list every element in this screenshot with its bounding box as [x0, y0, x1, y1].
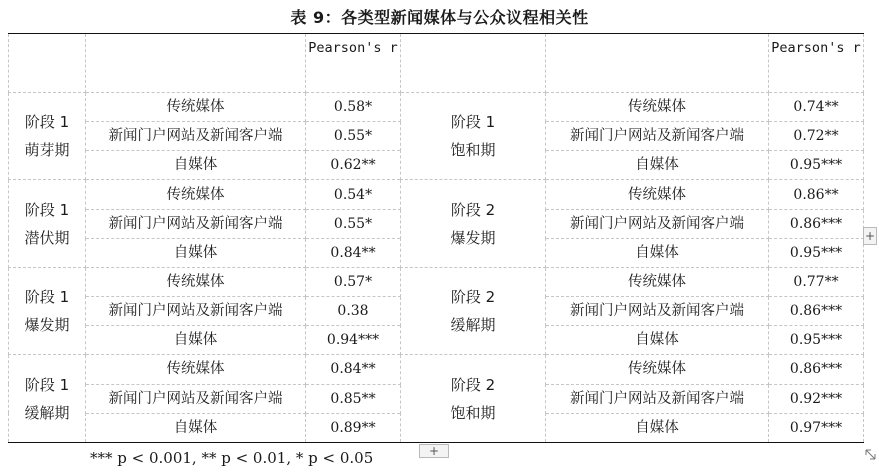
- pearson-value-left: 0.84**: [306, 238, 401, 267]
- table-row: [9, 93, 864, 122]
- stage-cell-left: [9, 355, 86, 443]
- stage-phase: 潜伏期: [24, 228, 70, 247]
- correlation-table: [8, 33, 864, 443]
- stage-phase: 爆发期: [24, 316, 70, 335]
- pearson-value-right: 0.72**: [769, 122, 864, 151]
- media-type-cell: 新闻门户网站及新闻客户端: [86, 122, 306, 151]
- header-empty-cell: [546, 34, 769, 93]
- media-type-cell: 传统媒体: [546, 180, 769, 209]
- media-type-cell: 新闻门户网站及新闻客户端: [546, 122, 769, 151]
- stage-number: 阶段 2: [450, 288, 496, 307]
- stage-phase: 饱和期: [450, 403, 496, 422]
- stage-cell-left: [9, 267, 86, 354]
- pearson-value-right: 0.95***: [769, 238, 864, 267]
- media-type-cell: 自媒体: [546, 326, 769, 355]
- media-type-cell: 新闻门户网站及新闻客户端: [86, 209, 306, 238]
- pearson-value-left: 0.85**: [306, 384, 401, 413]
- stage-number: 阶段 1: [24, 288, 70, 307]
- media-type-cell: 新闻门户网站及新闻客户端: [86, 384, 306, 413]
- media-type-cell: 自媒体: [546, 238, 769, 267]
- pearson-header-left: Pearson's r: [306, 34, 401, 93]
- resize-grip-icon: [864, 448, 877, 461]
- media-type-cell: 传统媒体: [86, 180, 306, 209]
- media-type-cell: 自媒体: [86, 413, 306, 442]
- pearson-value-left: 0.55*: [306, 209, 401, 238]
- pearson-value-right: 0.77**: [769, 267, 864, 296]
- stage-number: 阶段 2: [450, 200, 496, 219]
- pearson-value-left: 0.94***: [306, 326, 401, 355]
- pearson-value-left: 0.62**: [306, 151, 401, 180]
- media-type-cell: 传统媒体: [546, 93, 769, 122]
- stage-phase: 饱和期: [450, 141, 496, 160]
- media-type-cell: 新闻门户网站及新闻客户端: [546, 384, 769, 413]
- media-type-cell: 自媒体: [86, 151, 306, 180]
- header-empty-cell: [401, 34, 546, 93]
- stage-cell-right: [401, 355, 546, 443]
- pearson-value-left: 0.57*: [306, 267, 401, 296]
- media-type-cell: 自媒体: [86, 326, 306, 355]
- stage-cell-right: [401, 93, 546, 180]
- pearson-value-left: 0.58*: [306, 93, 401, 122]
- pearson-value-right: 0.92***: [769, 384, 864, 413]
- stage-phase: 缓解期: [450, 316, 496, 335]
- pearson-value-left: 0.89**: [306, 413, 401, 442]
- pearson-value-right: 0.86***: [769, 209, 864, 238]
- header-empty-cell: [9, 34, 86, 93]
- header-row: [9, 34, 864, 93]
- pearson-value-right: 0.86**: [769, 180, 864, 209]
- stage-cell-right: [401, 267, 546, 354]
- stage-phase: 缓解期: [24, 403, 70, 422]
- table-row: [9, 355, 864, 384]
- pearson-value-right: 0.97***: [769, 413, 864, 442]
- pearson-value-left: 0.38: [306, 297, 401, 326]
- media-type-cell: 自媒体: [546, 151, 769, 180]
- media-type-cell: 传统媒体: [86, 267, 306, 296]
- table-row: [9, 267, 864, 296]
- media-type-cell: 新闻门户网站及新闻客户端: [546, 209, 769, 238]
- media-type-cell: 传统媒体: [546, 267, 769, 296]
- pearson-value-right: 0.95***: [769, 151, 864, 180]
- table-row: [9, 180, 864, 209]
- stage-number: 阶段 1: [450, 113, 496, 132]
- pearson-value-right: 0.86***: [769, 355, 864, 384]
- pearson-value-right: 0.95***: [769, 326, 864, 355]
- pearson-value-left: 0.55*: [306, 122, 401, 151]
- stage-number: 阶段 1: [24, 375, 70, 394]
- pearson-header-right: Pearson's r: [769, 34, 864, 93]
- stage-cell-right: [401, 180, 546, 267]
- pearson-value-left: 0.84**: [306, 355, 401, 384]
- pearson-value-left: 0.54*: [306, 180, 401, 209]
- stage-cell-left: [9, 93, 86, 180]
- media-type-cell: 新闻门户网站及新闻客户端: [546, 297, 769, 326]
- media-type-cell: 传统媒体: [546, 355, 769, 384]
- media-type-cell: 新闻门户网站及新闻客户端: [86, 297, 306, 326]
- stage-number: 阶段 1: [24, 200, 70, 219]
- stage-phase: 爆发期: [450, 228, 496, 247]
- media-type-cell: 自媒体: [546, 413, 769, 442]
- stage-number: 阶段 2: [450, 375, 496, 394]
- significance-note: *** p < 0.001, ** p < 0.01, * p < 0.05: [90, 449, 374, 467]
- table-resize-handle[interactable]: [864, 446, 877, 459]
- media-type-cell: 自媒体: [86, 238, 306, 267]
- media-type-cell: 传统媒体: [86, 355, 306, 384]
- media-type-cell: 传统媒体: [86, 93, 306, 122]
- pearson-value-right: 0.74**: [769, 93, 864, 122]
- stage-number: 阶段 1: [24, 113, 70, 132]
- add-column-button[interactable]: +: [864, 229, 876, 243]
- header-empty-cell: [86, 34, 306, 93]
- stage-cell-left: [9, 180, 86, 267]
- table-title: 表 9：各类型新闻媒体与公众议程相关性: [290, 8, 589, 27]
- add-row-button[interactable]: +: [419, 444, 449, 458]
- pearson-value-right: 0.86***: [769, 297, 864, 326]
- stage-phase: 萌芽期: [24, 141, 70, 160]
